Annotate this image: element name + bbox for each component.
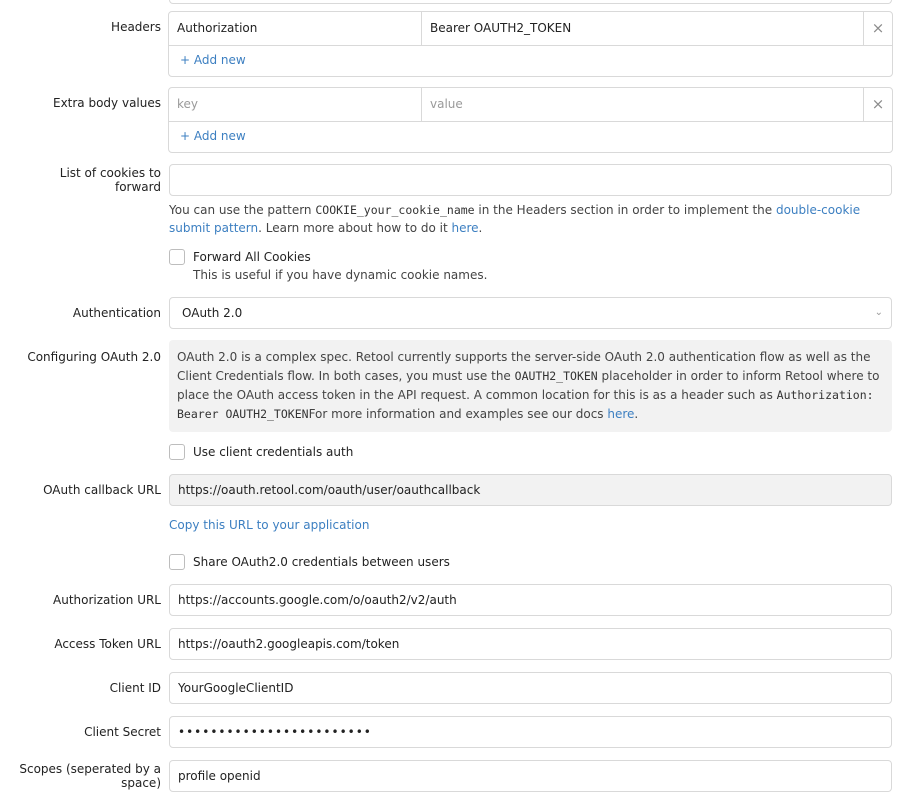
header-key-input[interactable]: Authorization [169,12,422,45]
access-token-url-input[interactable]: https://oauth2.googleapis.com/token [169,628,892,660]
cookies-here-link[interactable]: here [451,221,479,235]
close-icon[interactable]: × [871,95,885,113]
forward-all-cookies-sub: This is useful if you have dynamic cookie names. [193,268,488,282]
authorization-header-code: Authorization: Bearer OAUTH2_TOKEN [177,388,874,421]
client-secret-label: Client Secret [84,725,161,739]
cookies-input[interactable] [169,164,892,196]
copy-url-link[interactable]: Copy this URL to your application [169,518,370,532]
previous-field-edge [169,0,892,4]
extra-body-key-input[interactable]: key [169,88,422,121]
extra-body-add-new-link[interactable]: + Add new [180,129,246,143]
oauth-info-text2: placeholder in order to inform Retool where to place the OAuth access token in the API request. A common location for this is as a header such as [177,369,880,402]
close-icon[interactable]: × [871,19,885,37]
authorization-url-input[interactable]: https://accounts.google.com/o/oauth2/v2/auth [169,584,892,616]
cookies-label-line2: forward [114,180,161,194]
client-credentials-label: Use client credentials auth [193,445,354,459]
headers-row [169,12,892,46]
cookies-help-text [169,201,892,237]
oauth-info-text4: . [634,407,639,421]
extra-body-row [169,88,892,122]
oauth-token-code: OAUTH2_TOKEN [514,369,598,383]
access-token-url-label: Access Token URL [54,637,161,651]
double-cookie-link[interactable]: double-cookie submit pattern [169,203,861,235]
authentication-select[interactable] [169,297,892,329]
authentication-value: OAuth 2.0 [182,306,243,320]
forward-all-cookies-checkbox[interactable] [169,249,185,265]
client-secret-input[interactable]: •••••••••••••••••••••••• [169,716,892,748]
share-credentials-checkbox[interactable] [169,554,185,570]
share-credentials-label: Share OAuth2.0 credentials between users [193,555,450,569]
extra-body-table [168,87,893,153]
scopes-label [0,762,161,790]
callback-url-input[interactable]: https://oauth.retool.com/oauth/user/oauthcallback [169,474,892,506]
chevron-down-icon: ⌄ [874,307,883,318]
headers-add-new-link[interactable]: + Add new [180,53,246,67]
scopes-input[interactable]: profile openid [169,760,892,792]
extra-body-label: Extra body values [52,96,161,110]
cookies-label-line1: List of cookies to [59,166,161,180]
client-credentials-checkbox[interactable] [169,444,185,460]
client-id-label: Client ID [109,681,161,695]
client-id-input[interactable]: YourGoogleClientID [169,672,892,704]
scopes-label-line2: space) [121,776,161,790]
headers-label: Headers [111,20,161,34]
headers-table [168,11,893,77]
cookies-label [0,166,161,194]
authentication-label: Authentication [72,306,161,320]
oauth-info-label: Configuring OAuth 2.0 [27,350,161,364]
cookies-help-pre: You can use the pattern [169,203,316,217]
oauth-info-box [169,340,892,432]
forward-all-cookies-label: Forward All Cookies [193,250,311,264]
oauth-info-text1: OAuth 2.0 is a complex spec. Retool currently supports the server-side OAuth 2.0 authentication flow as well as the Client Credentials flow. In both cases, you must use the [177,350,871,383]
oauth-docs-link[interactable]: here [607,407,635,421]
authorization-url-label: Authorization URL [53,593,161,607]
cookies-help-post: . Learn more about how to do it [258,221,452,235]
cookies-help-mid: in the Headers section in order to implement the [474,203,776,217]
oauth-info-text3: For more information and examples see our docs [308,407,608,421]
cookies-help-end: . [478,221,483,235]
extra-body-value-input[interactable]: value [422,88,864,121]
scopes-label-line1: Scopes (seperated by a [19,762,161,776]
header-value-input[interactable]: Bearer OAUTH2_TOKEN [422,12,864,45]
cookie-pattern-code: COOKIE_your_cookie_name [315,203,475,217]
callback-url-label: OAuth callback URL [43,483,161,497]
